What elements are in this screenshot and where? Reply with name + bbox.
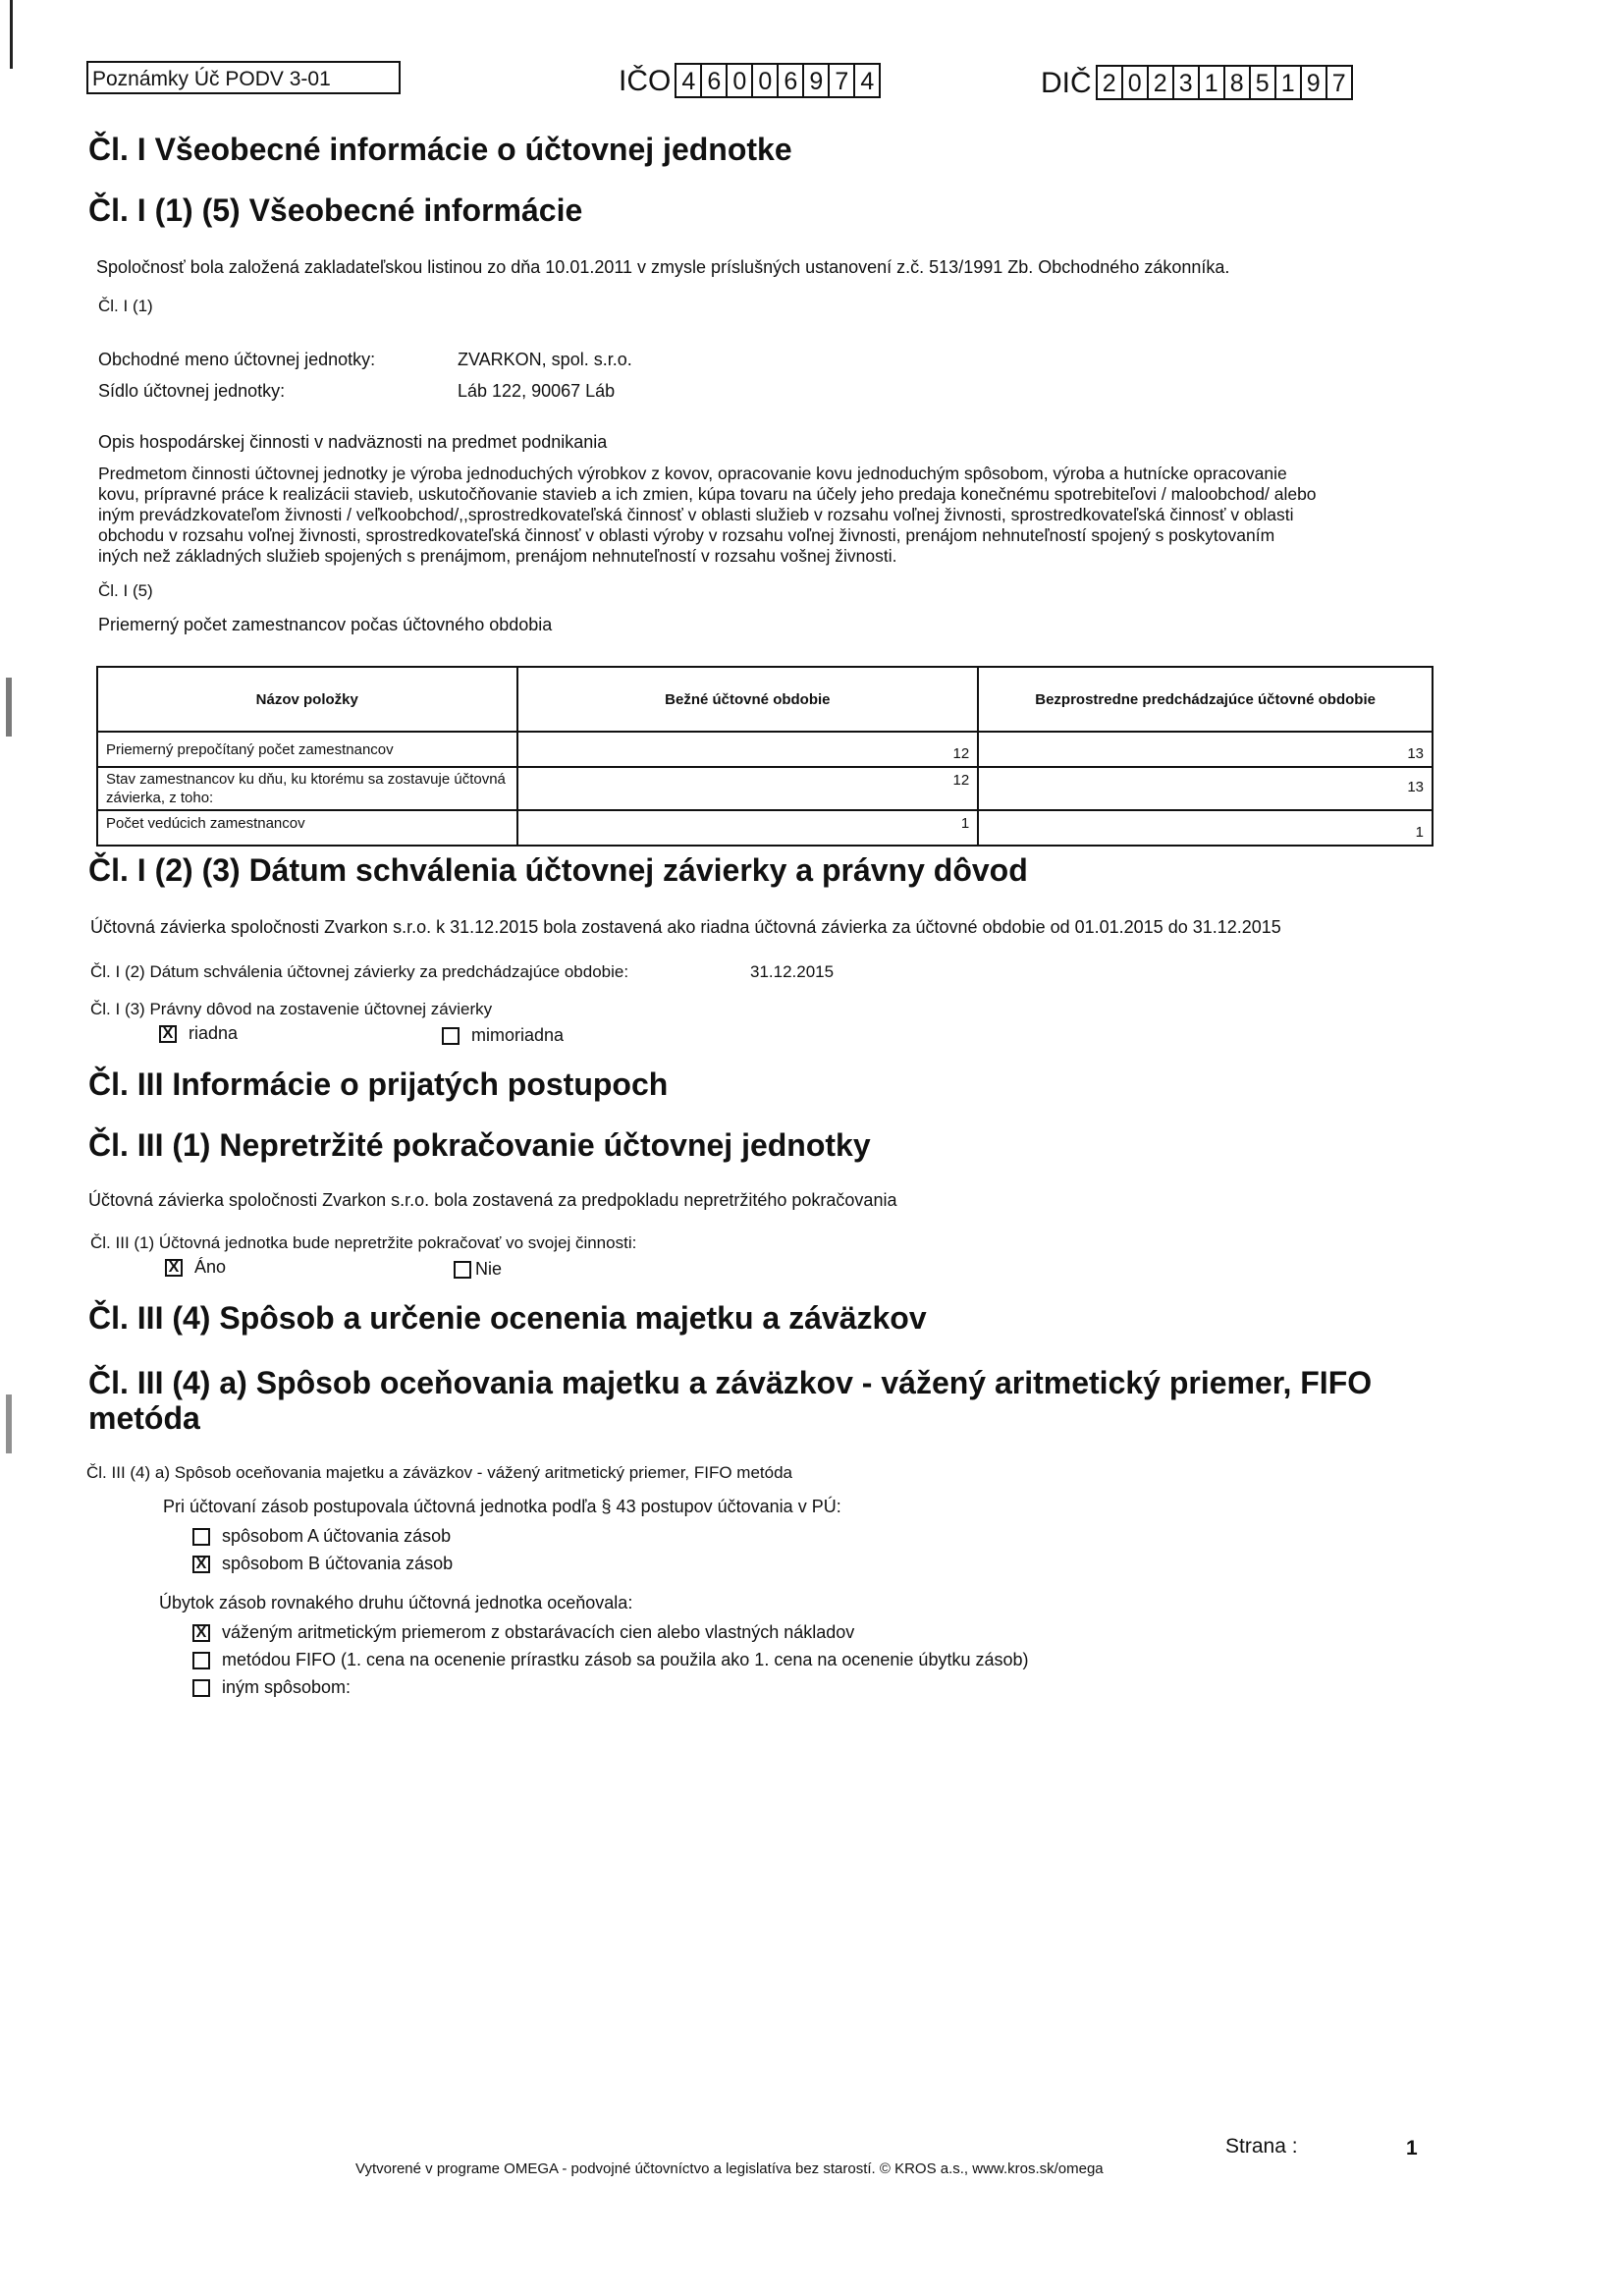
ico-digits <box>675 63 881 98</box>
activity-line: obchodu v rozsahu voľnej živnosti, sprostredkovateľská činnosť v oblasti výroby v rozsahu voľnej živnosti, prenájom nehnuteľností spojený s poskytovaním <box>98 525 1275 545</box>
digit-box: 0 <box>1123 67 1149 98</box>
founding-text: Spoločnosť bola založená zakladateľskou listinou zo dňa 10.01.2011 v zmysle príslušných ustanovení z.č. 513/1991 Zb. Obchodného zákonníka. <box>96 257 1230 277</box>
checkbox-unchecked[interactable] <box>454 1261 471 1279</box>
section-title: Čl. III Informácie o prijatých postupoch <box>88 1066 669 1102</box>
table-row <box>97 732 1433 767</box>
digit-box: 9 <box>1302 67 1327 98</box>
approval-label: Čl. I (2) Dátum schválenia účtovnej závierky za predchádzajúce obdobie: <box>90 962 629 981</box>
reference-label: Čl. I (1) <box>98 297 153 315</box>
digit-box: 7 <box>830 65 855 96</box>
page-label: Strana : <box>1225 2135 1298 2158</box>
section-subtitle: Čl. I (1) (5) Všeobecné informácie <box>88 192 583 228</box>
option-regular[interactable] <box>159 1023 238 1044</box>
option-method-b[interactable] <box>192 1554 453 1574</box>
form-code: Poznámky Úč PODV 3-01 <box>86 61 401 94</box>
section-title: Čl. I Všeobecné informácie o účtovnej jednotke <box>88 132 792 167</box>
checkbox-checked[interactable]: X <box>165 1259 183 1277</box>
section-title: Čl. I (2) (3) Dátum schválenia účtovnej závierky a právny dôvod <box>88 852 1028 888</box>
legal-reason-label: Čl. I (3) Právny dôvod na zostavenie účtovnej závierky <box>90 1000 493 1018</box>
dic-field <box>1041 65 1353 100</box>
digit-box: 5 <box>1251 67 1276 98</box>
table-row <box>97 810 1433 846</box>
column-header: Bežné účtovné obdobie <box>517 667 979 732</box>
column-header: Bezprostredne predchádzajúce účtovné obdobie <box>978 667 1433 732</box>
option-label: riadna <box>189 1023 239 1043</box>
margin-mark <box>6 1394 12 1453</box>
checkbox-unchecked[interactable] <box>192 1652 210 1669</box>
checkbox-checked[interactable]: X <box>192 1556 210 1573</box>
section-title: Čl. III (4) Spôsob a určenie ocenenia majetku a záväzkov <box>88 1300 927 1336</box>
digit-box: 9 <box>804 65 830 96</box>
decrease-question: Úbytok zásob rovnakého druhu účtovná jednotka oceňovala: <box>159 1593 633 1613</box>
option-label: metódou FIFO (1. cena na ocenenie prírastku zásob sa použila ako 1. cena na ocenenie úbytku zásob) <box>222 1650 1029 1669</box>
activity-description <box>98 464 1473 567</box>
row-label: Priemerný prepočítaný počet zamestnancov <box>97 732 517 767</box>
option-label: spôsobom A účtovania zásob <box>222 1526 452 1546</box>
option-label: Áno <box>194 1257 227 1277</box>
row-label: Počet vedúcich zamestnancov <box>97 810 517 846</box>
employees-heading: Priemerný počet zamestnancov počas účtovného obdobia <box>98 615 553 634</box>
checkbox-checked[interactable]: X <box>159 1025 177 1043</box>
ico-label: IČO <box>619 65 672 97</box>
checkbox-unchecked[interactable] <box>442 1027 460 1045</box>
checkbox-checked[interactable]: X <box>192 1624 210 1642</box>
row-current: 12 <box>517 732 979 767</box>
option-label: iným spôsobom: <box>222 1677 352 1697</box>
digit-box: 2 <box>1098 67 1123 98</box>
table-header-row <box>97 667 1433 732</box>
checkbox-unchecked[interactable] <box>192 1679 210 1697</box>
inventory-question: Pri účtovaní zásob postupovala účtovná jednotka podľa § 43 postupov účtovania v PÚ: <box>163 1497 841 1516</box>
row-previous: 13 <box>978 767 1433 810</box>
digit-box: 0 <box>728 65 753 96</box>
option-label: spôsobom B účtovania zásob <box>222 1554 454 1573</box>
approval-date: 31.12.2015 <box>750 962 835 981</box>
statement-text: Účtovná závierka spoločnosti Zvarkon s.r.o. k 31.12.2015 bola zostavená ako riadna účtovná závierka za účtovné obdobie od 01.01.2015 do 31.12.2015 <box>90 917 1281 937</box>
subtitle-line: metóda <box>88 1400 200 1436</box>
activity-line: iných než základných služieb spojených s prenájmom, prenájom nehnuteľností v rozsahu vošnej živnosti. <box>98 546 897 566</box>
row-label: Stav zamestnancov ku dňu, ku ktorému sa zostavuje účtovná závierka, z toho: <box>97 767 517 810</box>
row-current: 1 <box>517 810 979 846</box>
reference-label: Čl. I (5) <box>98 581 153 600</box>
checkbox-unchecked[interactable] <box>192 1528 210 1546</box>
activity-heading: Opis hospodárskej činnosti v nadväznosti na predmet podnikania <box>98 432 608 452</box>
digit-box: 6 <box>702 65 728 96</box>
row-current: 12 <box>517 767 979 810</box>
ico-field <box>619 63 881 98</box>
option-extraordinary[interactable] <box>442 1025 564 1046</box>
going-concern-text: Účtovná závierka spoločnosti Zvarkon s.r.o. bola zostavená za predpokladu nepretržitého pokračovania <box>88 1190 897 1210</box>
digit-box: 6 <box>779 65 804 96</box>
activity-line: Predmetom činnosti účtovnej jednotky je výroba jednoduchých výrobkov z kovov, opracovanie kovu jednoduchým spôsobom, výroba a hutnícke opracovanie <box>98 464 1287 483</box>
page-number: 1 <box>1406 2137 1418 2159</box>
company-seat-value: Láb 122, 90067 Láb <box>458 381 616 401</box>
digit-box: 1 <box>1200 67 1225 98</box>
company-name-label: Obchodné meno účtovnej jednotky: <box>98 350 376 369</box>
row-previous: 1 <box>978 810 1433 846</box>
option-no[interactable] <box>454 1259 502 1280</box>
option-label: Nie <box>475 1259 503 1279</box>
table-row <box>97 767 1433 810</box>
option-weighted-average[interactable] <box>192 1622 854 1643</box>
option-label: váženým aritmetickým priemerom z obstarávacích cien alebo vlastných nákladov <box>222 1622 855 1642</box>
subtitle-line: Čl. III (4) a) Spôsob oceňovania majetku a záväzkov - vážený aritmetický priemer, FIFO <box>88 1365 1373 1400</box>
option-method-a[interactable] <box>192 1526 451 1547</box>
column-header: Názov položky <box>97 667 517 732</box>
option-label: mimoriadna <box>471 1025 565 1045</box>
section-subtitle: Čl. III (1) Nepretržité pokračovanie účtovnej jednotky <box>88 1127 871 1163</box>
section-subtitle <box>88 1365 1372 1436</box>
row-previous: 13 <box>978 732 1433 767</box>
digit-box: 0 <box>753 65 779 96</box>
digit-box: 7 <box>1327 67 1353 98</box>
option-fifo[interactable] <box>192 1650 1029 1670</box>
valuation-reference: Čl. III (4) a) Spôsob oceňovania majetku a záväzkov - vážený aritmetický priemer, FIFO metóda <box>86 1463 793 1482</box>
option-yes[interactable] <box>165 1257 226 1278</box>
company-name-value: ZVARKON, spol. s.r.o. <box>458 350 632 369</box>
option-other[interactable] <box>192 1677 351 1698</box>
footer-credit: Vytvorené v programe OMEGA - podvojné účtovníctvo a legislatíva bez starostí. © KROS a.s., www.kros.sk/omega <box>355 2160 1104 2177</box>
digit-box: 4 <box>855 65 881 96</box>
employees-table <box>96 666 1434 847</box>
going-concern-question: Čl. III (1) Účtovná jednotka bude nepretržite pokračovať vo svojej činnosti: <box>90 1233 637 1252</box>
activity-line: kovu, prípravné práce k realizácii stavieb, uskutočňovanie stavieb a ich zmien, kúpa tovaru na účely jeho predaja konečnému spotrebiteľovi / maloobchod/ alebo <box>98 484 1317 504</box>
digit-box: 4 <box>676 65 702 96</box>
activity-line: iným prevádzkovateľom živnosti / veľkoobchod/,,sprostredkovateľská činnosť v oblasti služieb v rozsahu voľnej živnosti, sprostredkovateľská činnosť v oblasti <box>98 505 1294 524</box>
company-seat-label: Sídlo účtovnej jednotky: <box>98 381 286 401</box>
digit-box: 1 <box>1276 67 1302 98</box>
digit-box: 2 <box>1149 67 1174 98</box>
dic-digits <box>1096 65 1353 100</box>
digit-box: 8 <box>1225 67 1251 98</box>
margin-mark <box>6 678 12 737</box>
digit-box: 3 <box>1174 67 1200 98</box>
margin-mark <box>10 0 13 69</box>
dic-label: DIČ <box>1041 67 1092 99</box>
